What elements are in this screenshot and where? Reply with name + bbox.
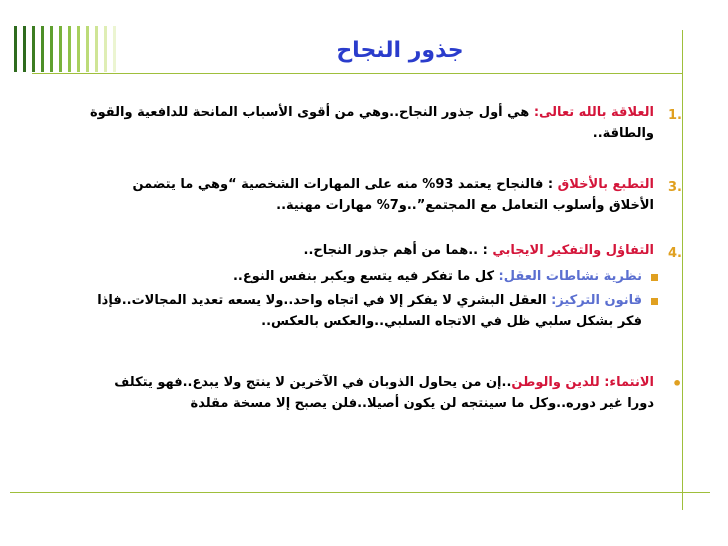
vertical-rule	[682, 30, 683, 510]
item-bullet: •	[672, 374, 683, 393]
item-text: : ..هما من أهم جذور النجاح..	[303, 243, 493, 258]
subitem-text: كل ما تفكر فيه يتسع ويكبر بنفس النوع..	[232, 269, 499, 284]
subitem-1	[42, 266, 642, 287]
item-text: دورا غير دوره..وكل ما سينتجه لن يكون أصيلا..فلن يصبح إلا مسخة مقلدة	[190, 396, 654, 411]
item-number: 3.	[668, 180, 682, 195]
slide-title: جذور النجاح	[336, 38, 464, 63]
item-text: الأخلاق وأسلوب التعامل مع المجتمع”..و7% مهارات مهنية..	[276, 198, 654, 213]
subitem-label: نظرية نشاطات العقل:	[498, 269, 642, 284]
item-label: التطبع بالأخلاق	[557, 177, 654, 192]
item-3	[34, 174, 654, 216]
item-label: التفاؤل والتفكير الايجابي	[492, 243, 654, 258]
subitem-2	[12, 290, 642, 332]
item-number: 1.	[668, 108, 682, 123]
item-text: ..إن من يحاول الذوبان في الآخرين لا ينتج ولا يبدع..فهو يتكلف	[114, 375, 512, 390]
subitem-text: فكر بشكل سلبي ظل في الاتجاه السلبي..والعكس بالعكس..	[261, 314, 642, 329]
item-text: : فالنجاح يعتمد 93% منه على المهارات الشخصية “وهي ما يتضمن	[132, 177, 558, 192]
square-bullet-icon	[651, 274, 658, 281]
square-bullet-icon	[651, 298, 658, 305]
decorative-stripes	[14, 26, 134, 72]
top-rule	[32, 73, 682, 74]
item-4	[54, 240, 654, 261]
item-label: العلاقة بالله تعالى:	[533, 105, 654, 120]
item-text: والطاقة..	[592, 126, 654, 141]
item-text: هي أول جذور النجاح..وهي من أقوى الأسباب المانحة للدافعية والقوة	[89, 105, 534, 120]
bottom-rule	[10, 492, 710, 493]
item-number: 4.	[668, 246, 682, 261]
item-1	[14, 102, 654, 144]
item-5	[34, 372, 654, 414]
item-label: الانتماء: للدين والوطن	[511, 375, 654, 390]
subitem-text: العقل البشري لا يفكر إلا في اتجاه واحد..ولا يسعه تعديد المجالات..فإذا	[97, 293, 552, 308]
subitem-label: قانون التركيز:	[551, 293, 642, 308]
